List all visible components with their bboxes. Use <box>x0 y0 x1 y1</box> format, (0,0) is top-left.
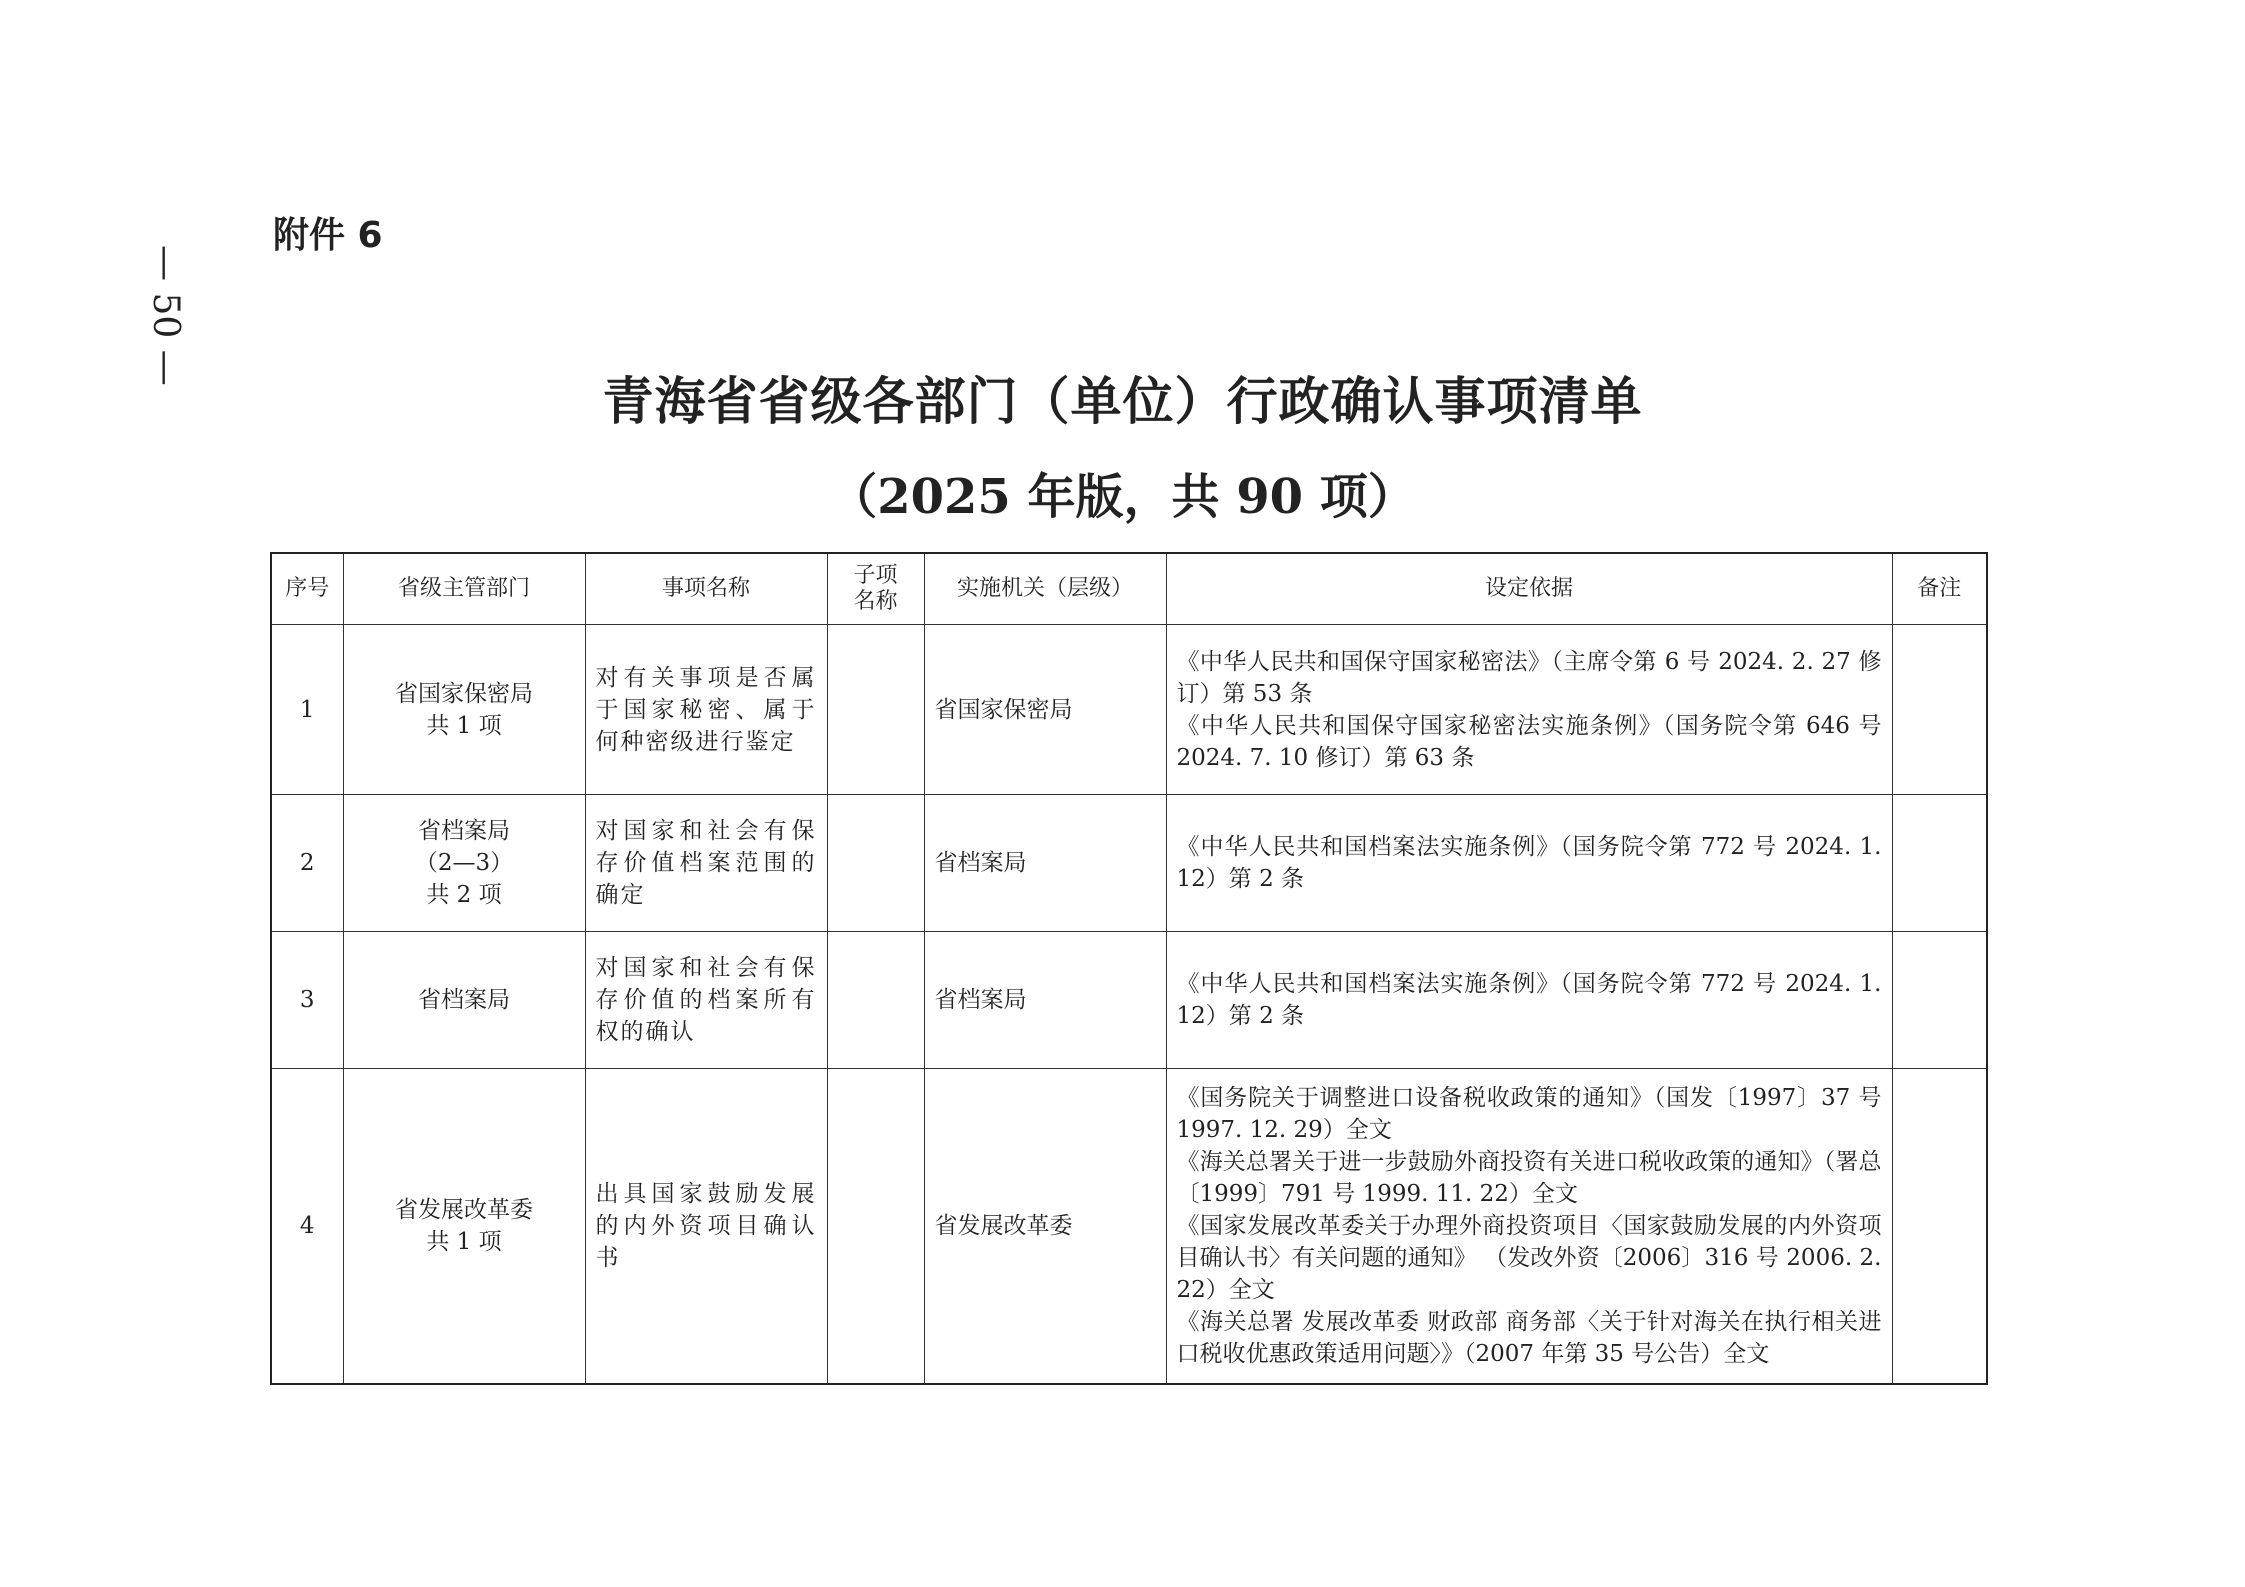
page-number: — 50 — <box>145 245 186 386</box>
row-sub <box>827 1069 924 1384</box>
table-row <box>271 625 1987 795</box>
header-sub: 子项名称 <box>827 553 924 625</box>
attachment-label: 附件 6 <box>273 215 383 256</box>
row-seq: 3 <box>271 932 343 1069</box>
header-dept: 省级主管部门 <box>343 553 585 625</box>
row-sub <box>827 932 924 1069</box>
row-seq: 4 <box>271 1069 343 1384</box>
row-item: 对国家和社会有保存价值档案范围的确定 <box>585 795 827 932</box>
row-agency: 省档案局 <box>924 932 1166 1069</box>
row-seq: 1 <box>271 625 343 795</box>
row-sub <box>827 625 924 795</box>
header-item: 事项名称 <box>585 553 827 625</box>
header-basis: 设定依据 <box>1166 553 1892 625</box>
row-agency: 省档案局 <box>924 795 1166 932</box>
row-note <box>1892 1069 1987 1384</box>
row-note <box>1892 625 1987 795</box>
row-item: 对国家和社会有保存价值的档案所有权的确认 <box>585 932 827 1069</box>
row-agency: 省发展改革委 <box>924 1069 1166 1384</box>
row-agency: 省国家保密局 <box>924 625 1166 795</box>
row-basis: 《中华人民共和国档案法实施条例》（国务院令第 772 号 2024. 1. 12）第 2 条 <box>1166 932 1892 1069</box>
table-header-row <box>271 553 1987 625</box>
table-row <box>271 795 1987 932</box>
table-row <box>271 1069 1987 1384</box>
row-item: 对有关事项是否属于国家秘密、属于何种密级进行鉴定 <box>585 625 827 795</box>
row-note <box>1892 932 1987 1069</box>
header-agency: 实施机关（层级） <box>924 553 1166 625</box>
row-dept: 省档案局 （2—3） 共 2 项 <box>343 795 585 932</box>
header-seq: 序号 <box>271 553 343 625</box>
row-seq: 2 <box>271 795 343 932</box>
row-note <box>1892 795 1987 932</box>
row-basis: 《中华人民共和国档案法实施条例》（国务院令第 772 号 2024. 1. 12）第 2 条 <box>1166 795 1892 932</box>
row-dept: 省发展改革委 共 1 项 <box>343 1069 585 1384</box>
document-subtitle: （2025 年版，共 90 项） <box>829 469 1416 525</box>
row-dept: 省档案局 <box>343 932 585 1069</box>
header-note: 备注 <box>1892 553 1987 625</box>
table-row <box>271 932 1987 1069</box>
row-dept: 省国家保密局 共 1 项 <box>343 625 585 795</box>
row-sub <box>827 795 924 932</box>
row-item: 出具国家鼓励发展的内外资项目确认书 <box>585 1069 827 1384</box>
document-title: 青海省省级各部门（单位）行政确认事项清单 <box>602 372 1643 432</box>
confirmation-items-table <box>270 552 1988 1385</box>
row-basis: 《中华人民共和国保守国家秘密法》（主席令第 6 号 2024. 2. 27 修订）第 53 条 《中华人民共和国保守国家秘密法实施条例》（国务院令第 646 号 2024. 7. 10 修订）第 63 条 <box>1166 625 1892 795</box>
row-basis: 《国务院关于调整进口设备税收政策的通知》（国发〔1997〕37 号 1997. 12. 29）全文 《海关总署关于进一步鼓励外商投资有关进口税收政策的通知》（署总〔1999〕791 号 1999. 11. 22）全文 《国家发展改革委关于办理外商投资项目〈国家鼓励发展的内外资项目确认书〉有关问题的通知》 （发改外资〔2006〕316 号 2006. 2. 22）全文 《海关总署 发展改革委 财政部 商务部〈关于针对海关在执行相关进口税收优惠政策适用问题〉》（2007 年第 35 号公告）全文 <box>1166 1069 1892 1384</box>
